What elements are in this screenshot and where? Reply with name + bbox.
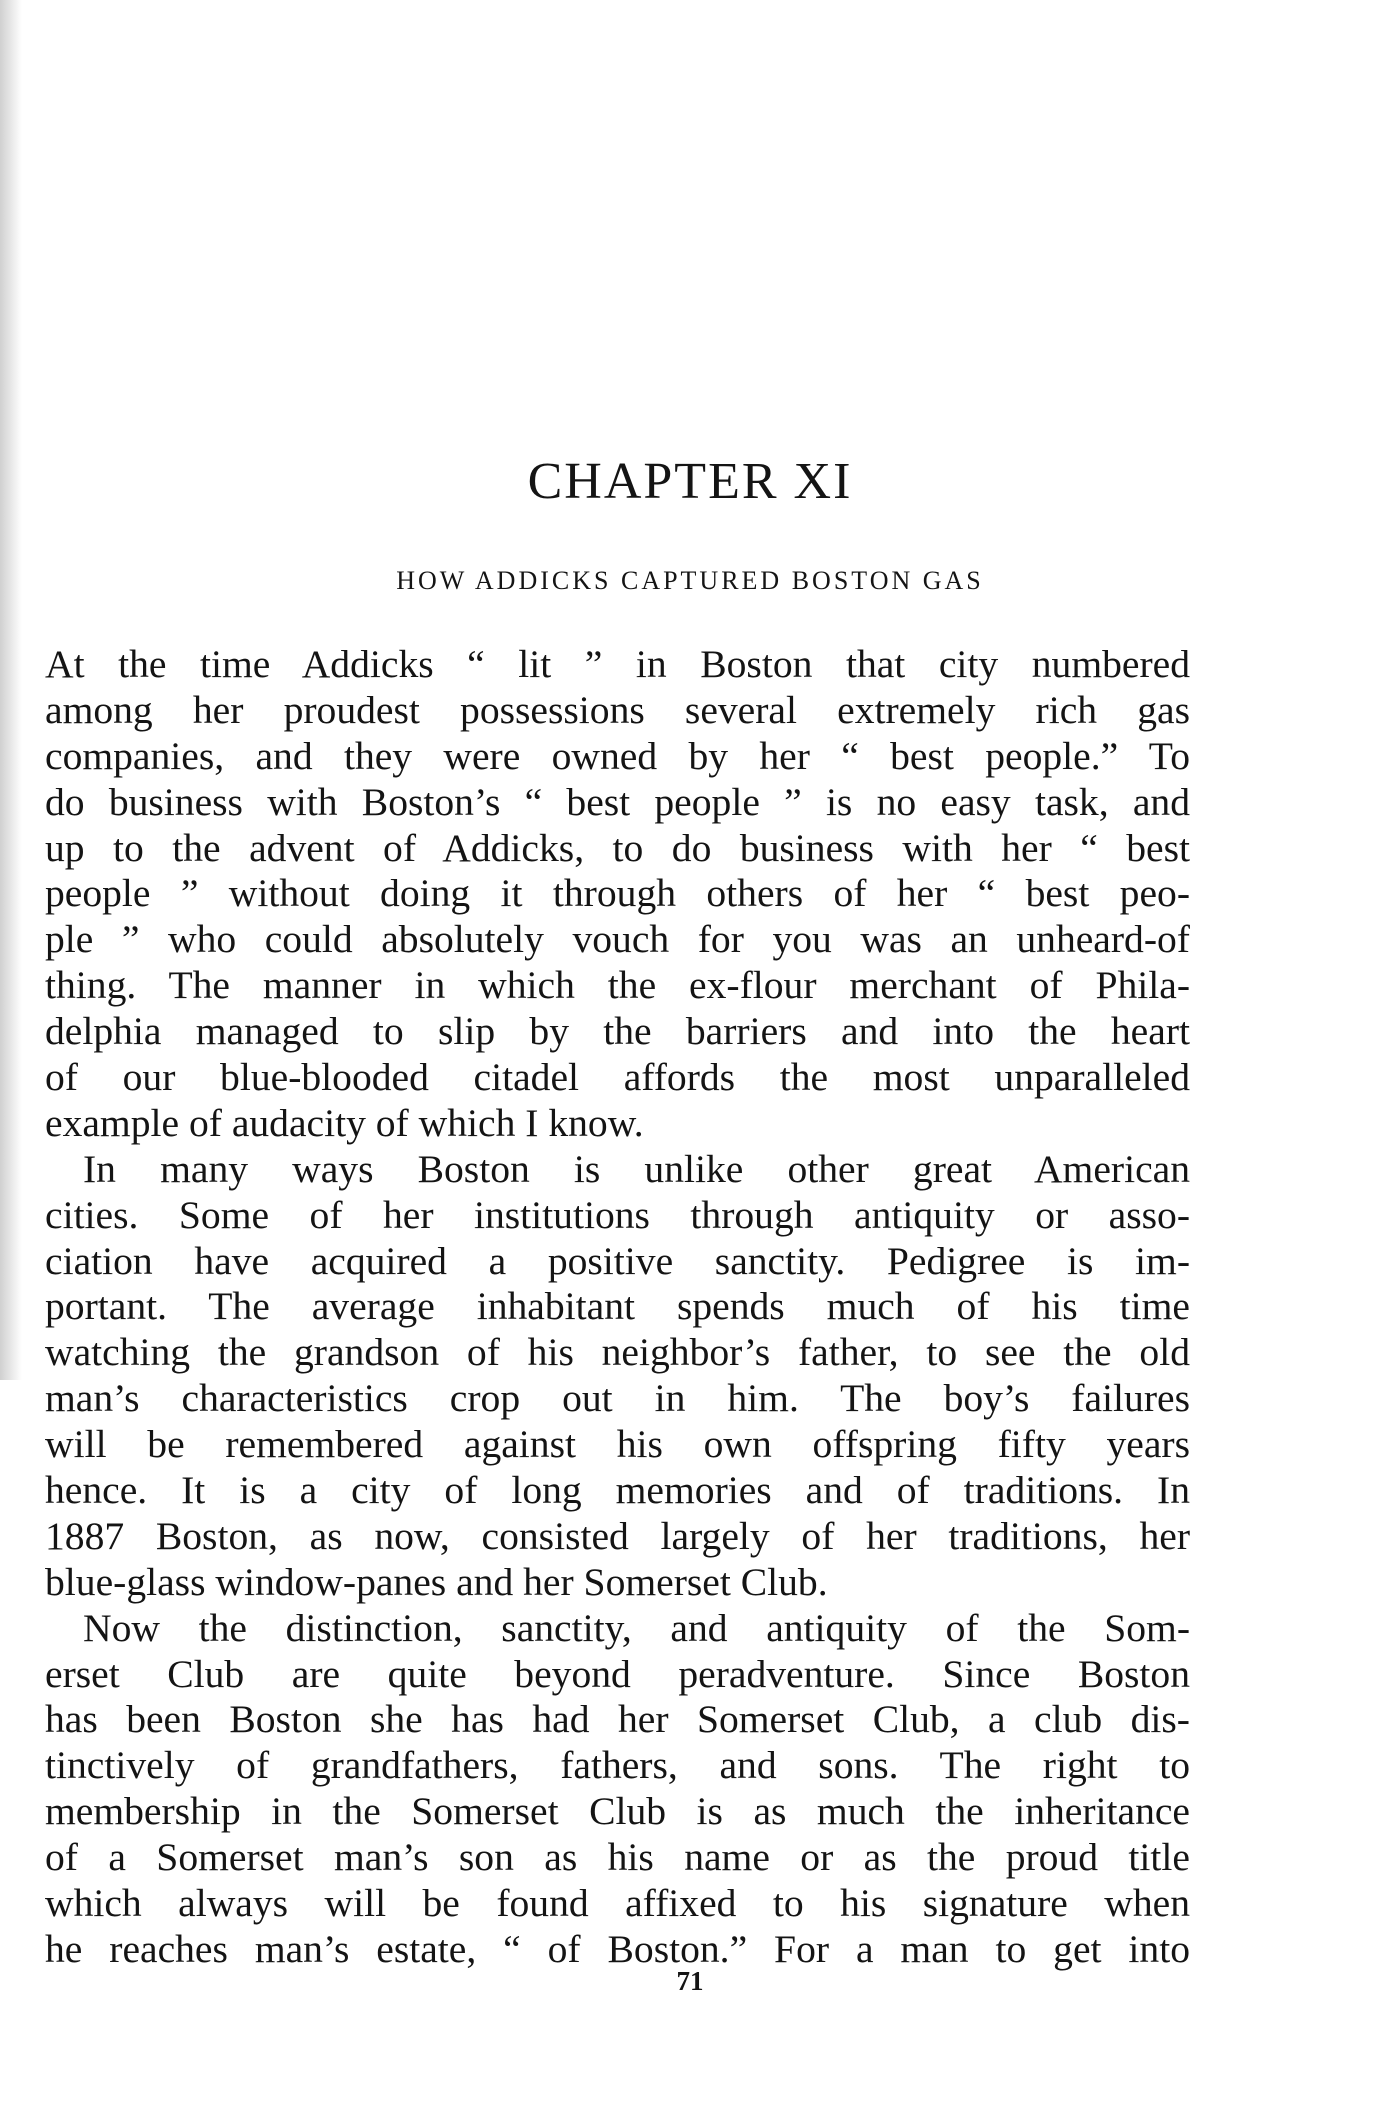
- text-line: membership in the Somerset Club is as much the inheritance: [45, 1789, 1190, 1834]
- text-line: man’s characteristics crop out in him. The boy’s failures: [45, 1376, 1190, 1421]
- text-line: among her proudest possessions several extremely rich gas: [45, 687, 1190, 732]
- chapter-title: CHAPTER XI: [527, 453, 853, 510]
- chapter-subtitle: HOW ADDICKS CAPTURED BOSTON GAS: [396, 566, 984, 595]
- text-line: companies, and they were owned by her “ best people.” To: [45, 733, 1190, 778]
- text-line: he reaches man’s estate, “ of Boston.” For a man to get into: [45, 1926, 1190, 1971]
- text-line: portant. The average inhabitant spends much of his time: [45, 1284, 1190, 1329]
- text-line: example of audacity of which I know.: [45, 1100, 644, 1145]
- text-line: up to the advent of Addicks, to do business with her “ best: [45, 825, 1190, 870]
- text-line: watching the grandson of his neighbor’s father, to see the old: [45, 1330, 1190, 1375]
- text-line: erset Club are quite beyond peradventure. Since Boston: [45, 1651, 1190, 1696]
- text-line: people ” without doing it through others of her “ best peo-: [45, 871, 1190, 916]
- text-line: blue-glass window-panes and her Somerset Club.: [45, 1559, 828, 1604]
- body-text: [45, 642, 1190, 1973]
- text-line: At the time Addicks “ lit ” in Boston that city numbered: [45, 642, 1190, 686]
- text-line: delphia managed to slip by the barriers and into the heart: [45, 1009, 1190, 1054]
- text-line: which always will be found affixed to his signature when: [45, 1881, 1190, 1926]
- text-line: ple ” who could absolutely vouch for you was an unheard-of: [45, 917, 1190, 962]
- page-number: 71: [676, 1966, 704, 1996]
- text-line: Now the distinction, sanctity, and antiquity of the Som-: [83, 1605, 1190, 1650]
- text-line: of a Somerset man’s son as his name or as the proud title: [45, 1835, 1190, 1880]
- text-line: of our blue-blooded citadel affords the most unparalleled: [45, 1055, 1190, 1100]
- text-line: do business with Boston’s “ best people ” is no easy task, and: [45, 779, 1190, 824]
- text-line: hence. It is a city of long memories and of traditions. In: [45, 1468, 1190, 1513]
- text-line: ciation have acquired a positive sanctity. Pedigree is im-: [45, 1238, 1190, 1283]
- text-line: has been Boston she has had her Somerset Club, a club dis-: [45, 1697, 1190, 1742]
- text-line: tinctively of grandfathers, fathers, and sons. The right to: [45, 1743, 1190, 1788]
- text-line: will be remembered against his own offspring fifty years: [45, 1422, 1190, 1467]
- page-edge-shadow: [0, 0, 22, 1380]
- text-line: cities. Some of her institutions through antiquity or asso-: [45, 1192, 1190, 1237]
- text-line: 1887 Boston, as now, consisted largely of her traditions, her: [45, 1513, 1190, 1558]
- text-line: thing. The manner in which the ex-flour merchant of Phila-: [45, 963, 1190, 1008]
- text-line: In many ways Boston is unlike other great American: [83, 1146, 1190, 1191]
